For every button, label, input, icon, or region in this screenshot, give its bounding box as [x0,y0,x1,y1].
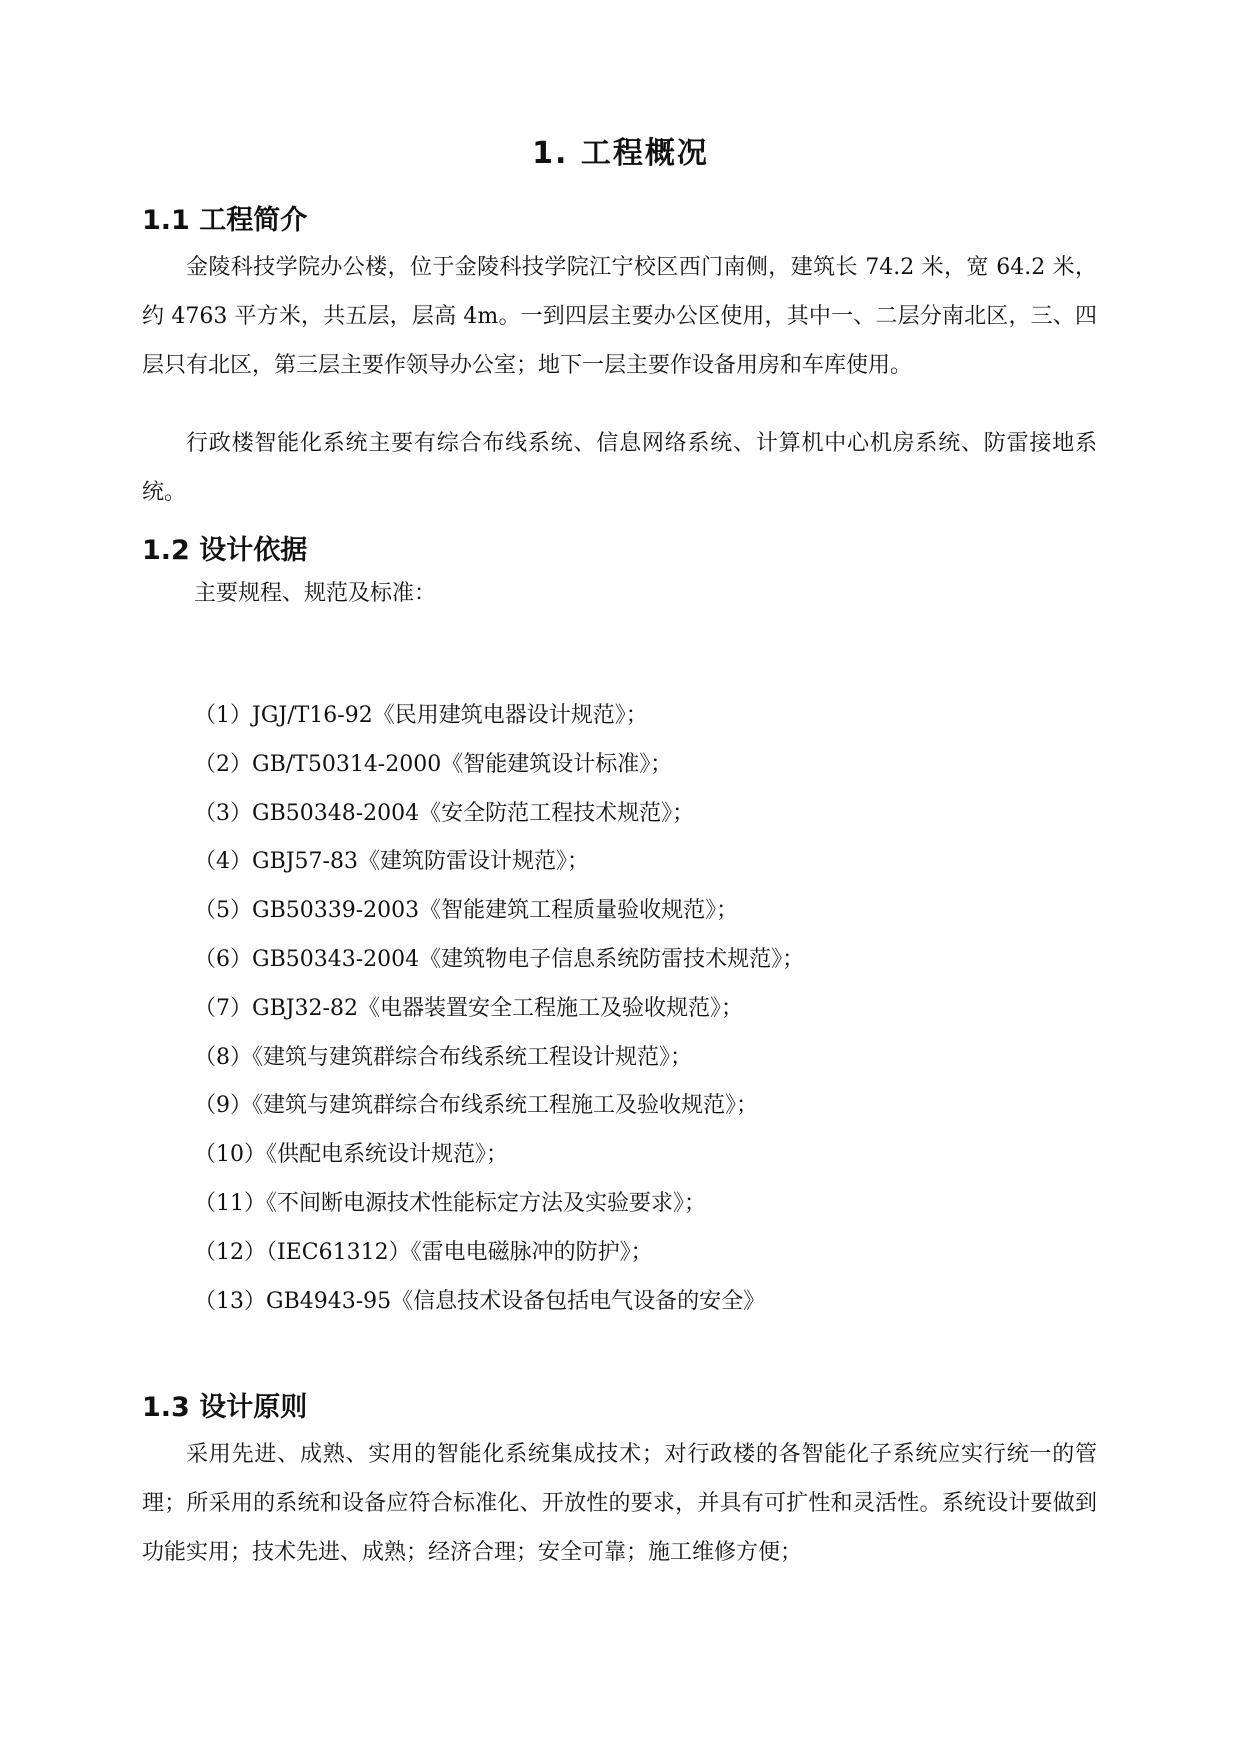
standards-list [194,692,804,1326]
chapter-title: 1. 工程概况 [532,136,709,171]
list-item: （1）JGJ/T16-92《民用建筑电器设计规范》； [194,703,648,728]
list-item: （2）GB/T50314-2000《智能建筑设计标准》； [194,751,673,777]
list-item: （11）《不间断电源技术性能标定方法及实验要求》； [194,1190,706,1216]
section-heading-overview: 1.1 工程简介 [142,205,308,236]
list-item: （10）《供配电系统设计规范》； [194,1142,508,1168]
overview-paragraph-1: 金陵科技学院办公楼，位于金陵科技学院江宁校区西门南侧，建筑长 74.2 米，宽 64.2 米，约 4763 平方米，共五层，层高 4m。一到四层主要办公区使用，其中一、二层分南北区，三、四层只有北区，第三层主要作领导办公室；地下一层主要作设备用房和车库使用。 [142,255,1097,378]
list-item: （12）（IEC61312）《雷电电磁脉冲的防护》； [194,1239,653,1265]
list-item: （3）GB50348-2004《安全防范工程技术规范》； [194,800,695,826]
list-item: （5）GB50339-2003《智能建筑工程质量验收规范》； [194,898,739,924]
list-item: （13）GB4943-95《信息技术设备包括电气设备的安全》 [194,1288,766,1314]
list-item: （6）GB50343-2004《建筑物电子信息系统防雷技术规范》； [194,946,805,972]
section-heading-design-principles: 1.3 设计原则 [142,1392,308,1423]
list-item: （7）GBJ32-82《电器装置安全工程施工及验收规范》； [194,995,743,1021]
list-item: （4）GBJ57-83《建筑防雷设计规范》； [194,849,589,875]
section-heading-design-basis: 1.2 设计依据 [142,535,308,566]
principles-paragraph-1: 采用先进、成熟、实用的智能化系统集成技术；对行政楼的各智能化子系统应实行统一的管理；所采用的系统和设备应符合标准化、开放性的要求，并具有可扩性和灵活性。系统设计要做到功能实用；技术先进、成熟；经济合理；安全可靠；施工维修方便； [142,1442,1097,1565]
list-item: （9）《建筑与建筑群综合布线系统工程施工及验收规范》； [194,1093,758,1119]
design-basis-intro: 主要规程、规范及标准： [194,581,437,606]
list-item: （8）《建筑与建筑群综合布线系统工程设计规范》； [194,1044,692,1070]
overview-paragraph-2: 行政楼智能化系统主要有综合布线系统、信息网络系统、计算机中心机房系统、防雷接地系统。 [142,431,1097,505]
